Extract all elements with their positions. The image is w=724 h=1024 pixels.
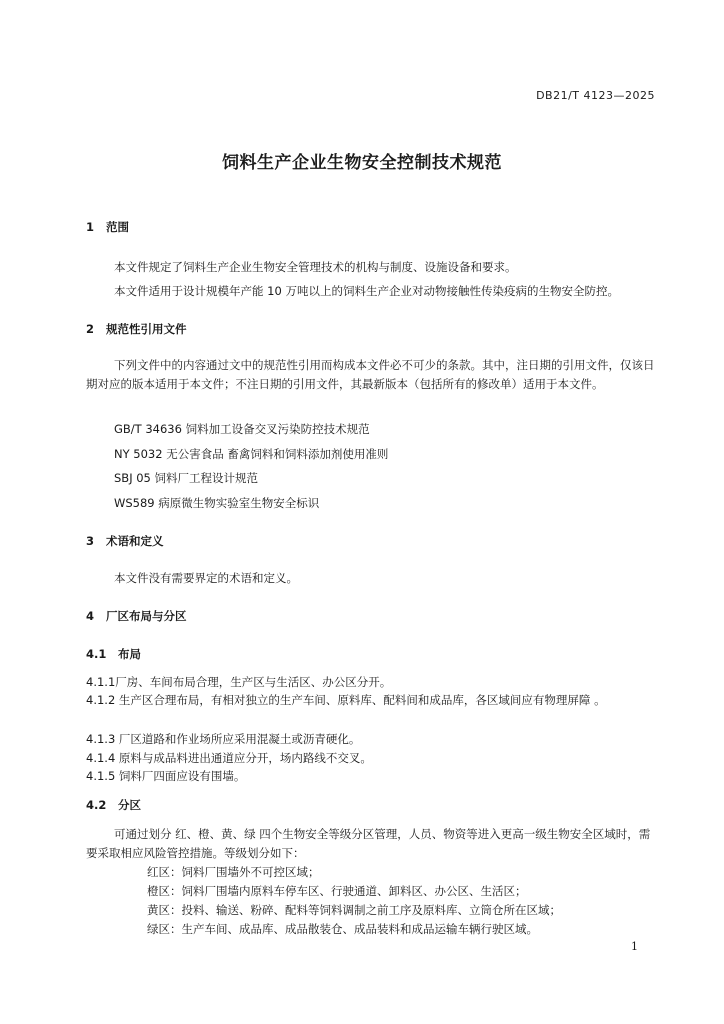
section-title: 术语和定义 bbox=[106, 534, 164, 548]
section-number: 3 bbox=[86, 534, 95, 548]
subsection-4-2-heading bbox=[86, 797, 141, 813]
clause-4-1-4: 4.1.4 原料与成品料进出通道应分开，场内路线不交叉。 bbox=[86, 751, 372, 765]
clause-4-1-2: 4.1.2 生产区合理布局，有相对独立的生产车间、原料库、配料间和成品库，各区域间应有物理屏障 。 bbox=[86, 693, 606, 707]
terms-paragraph: 本文件没有需要界定的术语和定义。 bbox=[114, 571, 298, 585]
reference-item: WS589 病原微生物实验室生物安全标识 bbox=[114, 496, 320, 510]
reference-item: GB/T 34636 饲料加工设备交叉污染防控技术规范 bbox=[114, 422, 370, 436]
zone-orange: 橙区：饲料厂围墙内原料车停车区、行驶通道、卸料区、办公区、生活区； bbox=[147, 884, 527, 898]
section-2-heading bbox=[86, 321, 187, 337]
zone-yellow: 黄区：投料、输送、粉碎、配料等饲料调制之前工序及原料库、立筒仓所在区域； bbox=[147, 903, 561, 917]
subsection-title: 分区 bbox=[118, 798, 141, 812]
clause-4-1-1: 4.1.1厂房、车间布局合理，生产区与生活区、办公区分开。 bbox=[86, 675, 392, 689]
section-number: 4 bbox=[86, 609, 95, 623]
section-3-heading bbox=[86, 533, 164, 549]
subsection-4-1-heading bbox=[86, 646, 141, 662]
section-title: 范围 bbox=[106, 220, 129, 234]
subsection-number: 4.1 bbox=[86, 647, 107, 661]
page-number: 1 bbox=[631, 940, 638, 953]
document-title: 饲料生产企业生物安全控制技术规范 bbox=[222, 153, 502, 173]
reference-item: SBJ 05 饲料厂工程设计规范 bbox=[114, 471, 259, 485]
scope-paragraph-1: 本文件规定了饲料生产企业生物安全管理技术的机构与制度、设施设备和要求。 bbox=[114, 260, 517, 274]
reference-item: NY 5032 无公害食品 畜禽饲料和饲料添加剂使用准则 bbox=[114, 447, 389, 461]
scope-paragraph-2: 本文件适用于设计规模年产能 10 万吨以上的饲料生产企业对动物接触性传染疫病的生物安全防控。 bbox=[114, 284, 619, 298]
section-4-heading bbox=[86, 608, 187, 624]
subsection-number: 4.2 bbox=[86, 798, 107, 812]
references-intro: 下列文件中的内容通过文中的规范性引用而构成本文件必不可少的条款。其中，注日期的引用文件，仅该日期对应的版本适用于本文件；不注日期的引用文件，其最新版本（包括所有的修改单）适用于本文件。 bbox=[86, 358, 655, 391]
section-number: 2 bbox=[86, 322, 95, 336]
standard-code: DB21/T 4123—2025 bbox=[536, 89, 655, 102]
section-number: 1 bbox=[86, 220, 95, 234]
section-title: 厂区布局与分区 bbox=[106, 609, 187, 623]
subsection-title: 布局 bbox=[118, 647, 141, 661]
zone-green: 绿区：生产车间、成品库、成品散装仓、成品装料和成品运输车辆行驶区域。 bbox=[147, 922, 538, 936]
clause-4-1-5: 4.1.5 饲料厂四面应设有围墙。 bbox=[86, 769, 246, 783]
clause-4-1-3: 4.1.3 厂区道路和作业场所应采用混凝土或沥青硬化。 bbox=[86, 732, 361, 746]
section-title: 规范性引用文件 bbox=[106, 322, 187, 336]
zoning-intro: 可通过划分 红、橙、黄、绿 四个生物安全等级分区管理，人员、物资等进入更高一级生物安全区域时，需要采取相应风险管控措施。等级划分如下： bbox=[86, 827, 651, 860]
section-1-heading bbox=[86, 219, 129, 235]
zone-red: 红区：饲料厂围墙外不可控区域； bbox=[147, 865, 320, 879]
